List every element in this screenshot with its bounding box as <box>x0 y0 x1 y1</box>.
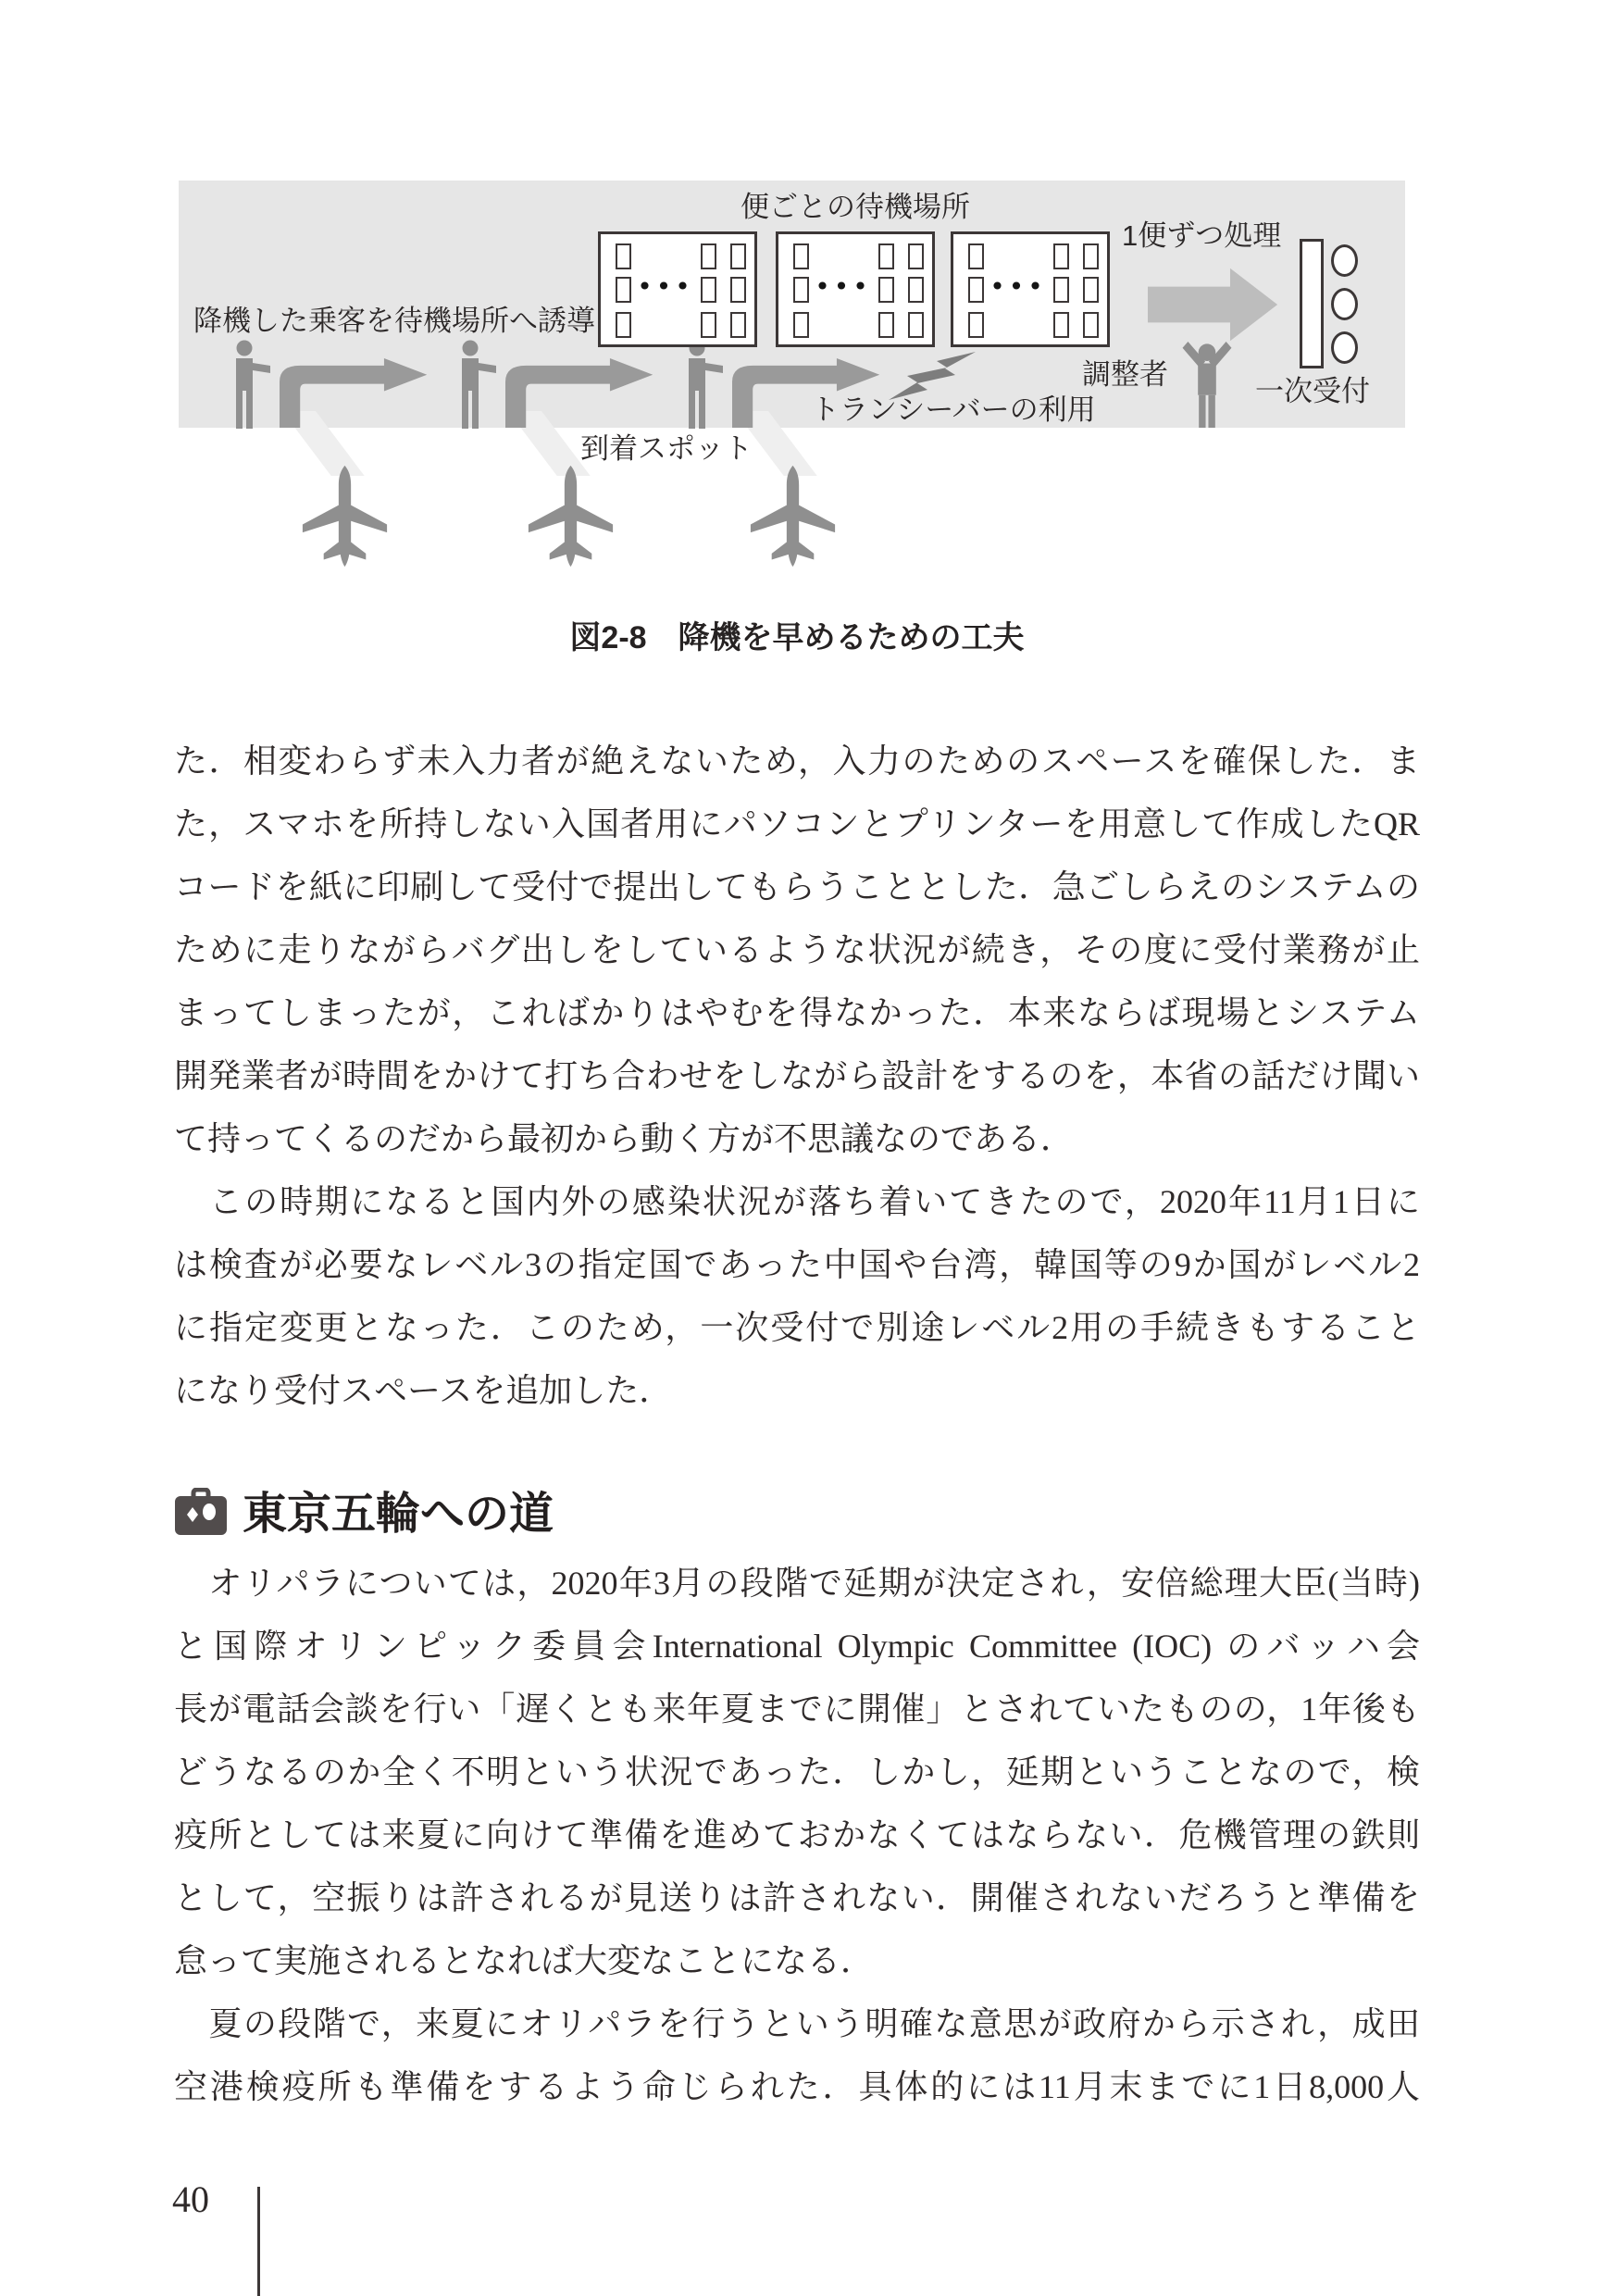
body-line: 空港検疫所も準備をするよう命じられた．具体的には11月末までに1日8,000人 <box>174 2068 1420 2105</box>
ellipsis-dots: ••• <box>637 271 694 302</box>
figure-caption: 図2-8 降機を早めるための工夫 <box>569 620 1025 655</box>
body-line: 怠って実施されるとなれば大変なことになる． <box>174 1942 875 1979</box>
label-arrival-spot: 到着スポット <box>580 432 753 465</box>
body-line: オリパラについては，2020年3月の段階で延期が決定され，安倍総理大臣(当時) <box>174 1565 1420 1602</box>
reception-circle <box>1331 244 1358 277</box>
ellipsis-dots: ••• <box>815 271 872 302</box>
label-coordinator: 調整者 <box>1082 358 1168 391</box>
seat-box <box>598 231 757 347</box>
reception-desk <box>1300 239 1324 368</box>
suitcase-icon <box>173 1488 229 1536</box>
label-guide: 降機した乗客を待機場所へ誘導 <box>193 305 595 337</box>
label-waiting-area: 便ごとの待機場所 <box>741 191 970 223</box>
airplane-icon <box>301 465 389 568</box>
text-block-1 <box>174 730 1420 1422</box>
footer-rule <box>257 2187 260 2296</box>
big-arrow-icon <box>1148 263 1279 346</box>
bent-arrow-icon <box>280 358 429 428</box>
body-line: ために走りながらバグ出しをしているような状況が続き，その度に受付業務が止 <box>174 931 1420 968</box>
page-number: 40 <box>172 2178 209 2220</box>
body-line: た．相変わらず未入力者が絶えないため，入力のためのスペースを確保した．ま <box>174 742 1420 780</box>
body-line: になり受付スペースを追加した． <box>174 1372 673 1409</box>
body-line: 開発業者が時間をかけて打ち合わせをしながら設計をするのを，本省の話だけ聞い <box>174 1057 1420 1094</box>
body-line: に指定変更となった．このため，一次受付で別途レベル2用の手続きもすること <box>174 1309 1420 1346</box>
body-line: 夏の段階で，来夏にオリパラを行うという明確な意思が政府から示され，成田 <box>174 2005 1420 2042</box>
reception-circle <box>1331 288 1358 320</box>
body-line: と国際オリンピック委員会International Olympic Committee (IOC) のバッハ会 <box>174 1628 1420 1665</box>
body-line: として，空振りは許されるが見送りは許されない．開催されないだろうと準備を <box>174 1879 1420 1916</box>
ellipsis-dots: ••• <box>989 271 1047 302</box>
seat-box <box>776 231 935 347</box>
section-title: 東京五輪への道 <box>243 1490 554 1539</box>
label-transceiver: トランシーバーの利用 <box>811 393 1096 426</box>
airplane-icon <box>749 465 837 568</box>
body-line: どうなるのか全く不明という状況であった．しかし，延期ということなので，検 <box>174 1753 1420 1791</box>
seat-box <box>951 231 1110 347</box>
reception-circle <box>1331 331 1358 364</box>
airplane-icon <box>527 465 615 568</box>
guide-person-icon <box>456 340 498 430</box>
body-line: た，スマホを所持しない入国者用にパソコンとプリンターを用意して作成したQR <box>174 805 1420 842</box>
text-block-2 <box>174 1552 1420 2118</box>
body-line: 長が電話会談を行い「遅くとも来年夏までに開催」とされていたものの，1年後も <box>174 1691 1420 1728</box>
body-line: まってしまったが，こればかりはやむを得なかった．本来ならば現場とシステム <box>174 994 1420 1031</box>
label-per-flight: 1便ずつ処理 <box>1122 219 1282 252</box>
label-primary-reception: 一次受付 <box>1255 375 1370 407</box>
body-line: 疫所としては来夏に向けて準備を進めておかなくてはならない．危機管理の鉄則 <box>174 1816 1420 1853</box>
guide-person-icon <box>230 340 272 430</box>
body-line: コードを紙に印刷して受付で提出してもらうこととした．急ごしらえのシステムの <box>174 868 1420 905</box>
coordinator-person-icon <box>1177 339 1237 430</box>
guide-person-icon <box>683 340 725 430</box>
body-line: は検査が必要なレベル3の指定国であった中国や台湾，韓国等の9か国がレベル2 <box>174 1246 1420 1283</box>
body-line: この時期になると国内外の感染状況が落ち着いてきたので，2020年11月1日に <box>174 1183 1420 1220</box>
bent-arrow-icon <box>505 358 655 428</box>
body-line: て持ってくるのだから最初から動く方が不思議なのである． <box>174 1120 1075 1157</box>
